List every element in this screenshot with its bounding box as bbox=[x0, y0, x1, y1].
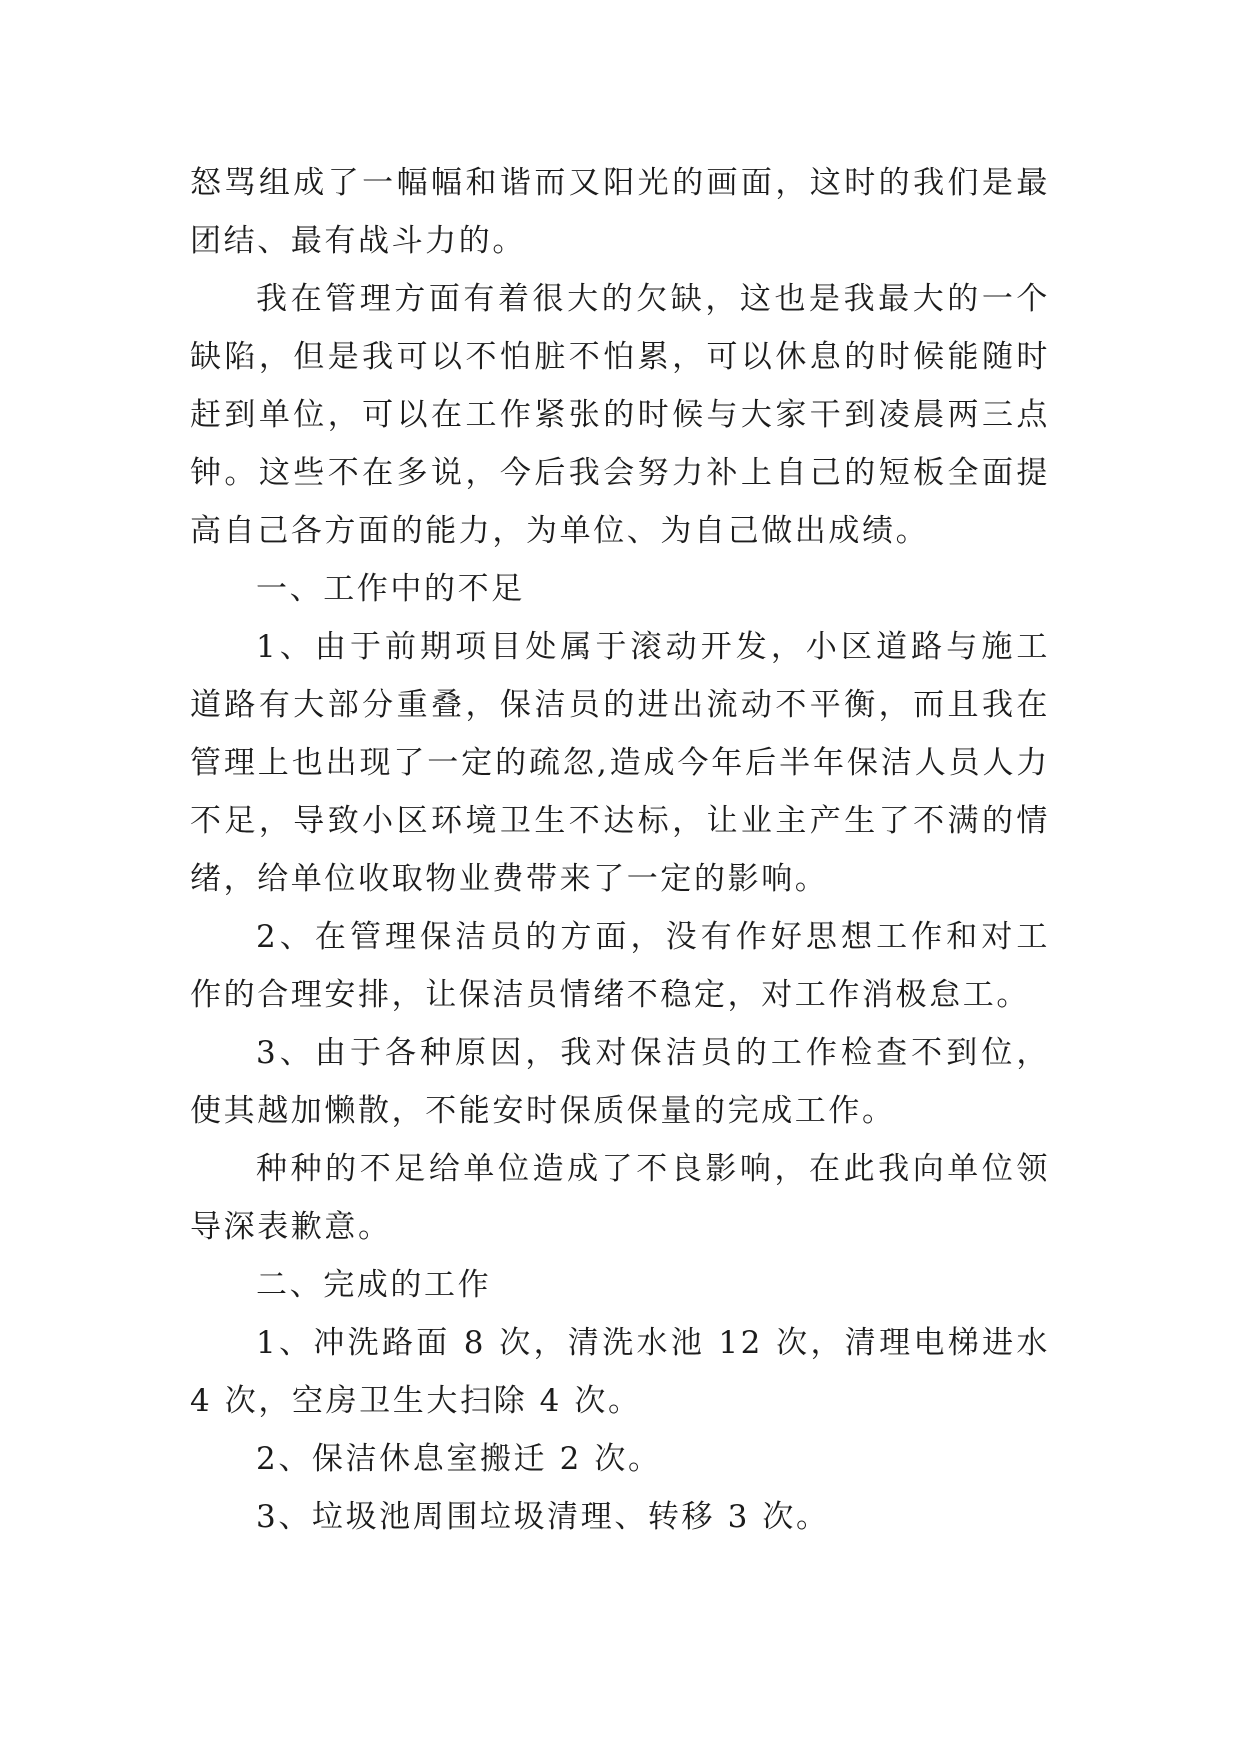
list-item-shortcoming-3: 3、由于各种原因，我对保洁员的工作检查不到位，使其越加懒散，不能安时保质保量的完成工作。 bbox=[190, 1035, 1050, 1129]
list-item-completed-2: 2、保洁休息室搬迁 2 次。 bbox=[256, 1441, 662, 1477]
section-heading-completed-work: 二、完成的工作 bbox=[256, 1267, 492, 1303]
list-item-completed-3: 3、垃圾池周围垃圾清理、转移 3 次。 bbox=[256, 1499, 830, 1535]
paragraph-continuation: 怒骂组成了一幅幅和谐而又阳光的画面，这时的我们是最团结、最有战斗力的。 bbox=[190, 165, 1050, 259]
list-item-completed-1: 1、冲洗路面 8 次，清洗水池 12 次，清理电梯进水 4 次，空房卫生大扫除 4 次。 bbox=[190, 1325, 1050, 1419]
list-item-shortcoming-2: 2、在管理保洁员的方面，没有作好思想工作和对工作的合理安排，让保洁员情绪不稳定，对工作消极怠工。 bbox=[190, 919, 1050, 1013]
document-body bbox=[190, 154, 1050, 1546]
section-heading-shortcomings: 一、工作中的不足 bbox=[256, 571, 525, 607]
list-item-shortcoming-1: 1、由于前期项目处属于滚动开发，小区道路与施工道路有大部分重叠，保洁员的进出流动不平衡，而且我在管理上也出现了一定的疏忽,造成今年后半年保洁人员人力不足，导致小区环境卫生不达标，让业主产生了不满的情绪，给单位收取物业费带来了一定的影响。 bbox=[190, 629, 1050, 897]
paragraph-apology: 种种的不足给单位造成了不良影响，在此我向单位领导深表歉意。 bbox=[190, 1151, 1050, 1245]
paragraph-management-shortcoming: 我在管理方面有着很大的欠缺，这也是我最大的一个缺陷，但是我可以不怕脏不怕累，可以休息的时候能随时赶到单位，可以在工作紧张的时候与大家干到凌晨两三点钟。这些不在多说，今后我会努力补上自己的短板全面提高自己各方面的能力，为单位、为自己做出成绩。 bbox=[190, 281, 1050, 549]
